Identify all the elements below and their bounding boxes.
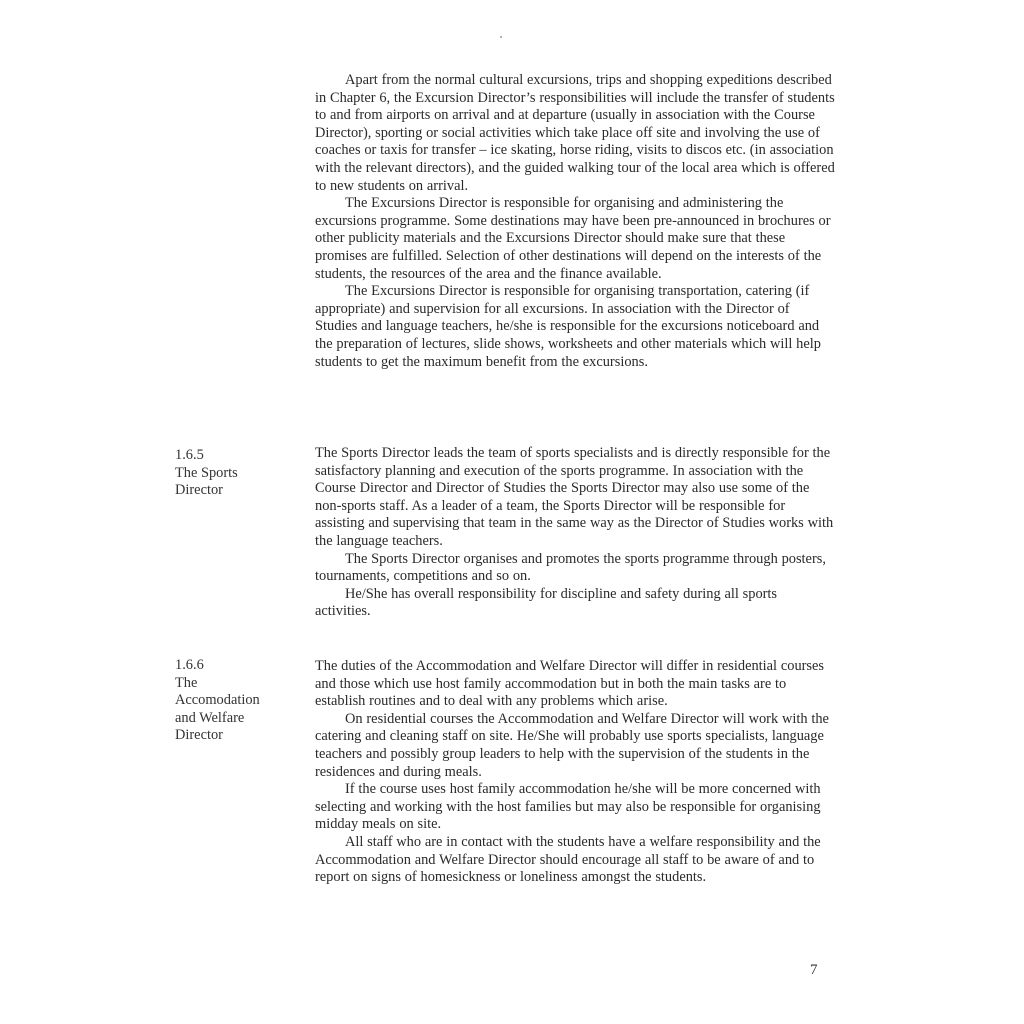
scan-speck	[500, 36, 502, 38]
accommodation-section	[315, 658, 835, 887]
excursions-paragraph-3: The Excursions Director is responsible for organising transportation, catering (if appropriate) and supervision for all excursions. In association with the Director of Studies and language teachers, he/she is responsible for the excursions noticeboard and the preparation of lectures, slide shows, worksheets and other materials which will help students to get the maximum benefit from the excursions.	[315, 283, 821, 370]
section-number: 1.6.6	[175, 657, 204, 673]
page-number: 7	[810, 962, 818, 978]
sports-paragraph-1: The Sports Director leads the team of sports specialists and is directly responsible for the satisfactory planning and execution of the sports programme. In association with the Course Director and Director of Studies the Sports Director may also use some of the non-sports staff. As a leader of a team, the Sports Director will be responsible for assisting and supervising that team in the same way as the Director of Studies works with the language teachers.	[315, 445, 834, 549]
sports-paragraph-3: He/She has overall responsibility for discipline and safety during all sports activities.	[315, 585, 778, 620]
accommodation-paragraph-1: The duties of the Accommodation and Welfare Director will differ in residential courses and those which use host family accommodation but in both the main tasks are to establish routines and to deal with any problems which arise.	[315, 658, 825, 710]
section-title-line: The Sports	[175, 464, 238, 481]
accommodation-paragraph-4: All staff who are in contact with the students have a welfare responsibility and the Accommodation and Welfare Director should encourage all staff to be aware of and to report on signs of homesickness or loneliness amongst the students.	[315, 833, 821, 886]
excursions-paragraph-1: Apart from the normal cultural excursions, trips and shopping expeditions described in Chapter 6, the Excursion Director’s responsibilities will include the transfer of students to and from airports on arrival and at departure (usually in association with the Course Director), sporting or social activities which take place off site and involving the use of coaches or taxis for transfer – ice skating, horse riding, visits to discos etc. (in association with the relevant directors), and the guided walking tour of the local area which is offered to new students on arrival.	[315, 72, 835, 194]
section-title-line: The	[175, 674, 198, 691]
section-heading-accommodation	[175, 657, 285, 745]
section-title-line: Accomodation	[175, 692, 260, 709]
section-number: 1.6.5	[175, 447, 204, 463]
accommodation-paragraph-2: On residential courses the Accommodation and Welfare Director will work with the catering and cleaning staff on site. He/She will probably use sports specialists, language teachers and possibly group leaders to help with the supervision of the students in the residences and during meals.	[315, 710, 829, 780]
excursions-paragraph-2: The Excursions Director is responsible for organising and administering the excursions programme. Some destinations may have been pre-announced in brochures or other publicity materials and the Excursions Director should make sure that these promises are fulfilled. Selection of other destinations will depend on the interests of the students, the resources of the area and the finance available.	[315, 195, 831, 282]
section-title-line: Director	[175, 482, 223, 499]
accommodation-paragraph-3: If the course uses host family accommodation he/she will be more concerned with selecting and working with the host families but may also be responsible for organising midday meals on site.	[315, 781, 821, 833]
section-title-line: and Welfare	[175, 709, 245, 726]
section-heading-sports	[175, 447, 285, 500]
sports-paragraph-2: The Sports Director organises and promotes the sports programme through posters, tournaments, competitions and so on.	[315, 550, 826, 585]
section-title-line: Director	[175, 727, 223, 744]
excursions-section	[315, 72, 835, 371]
sports-section	[315, 445, 835, 621]
